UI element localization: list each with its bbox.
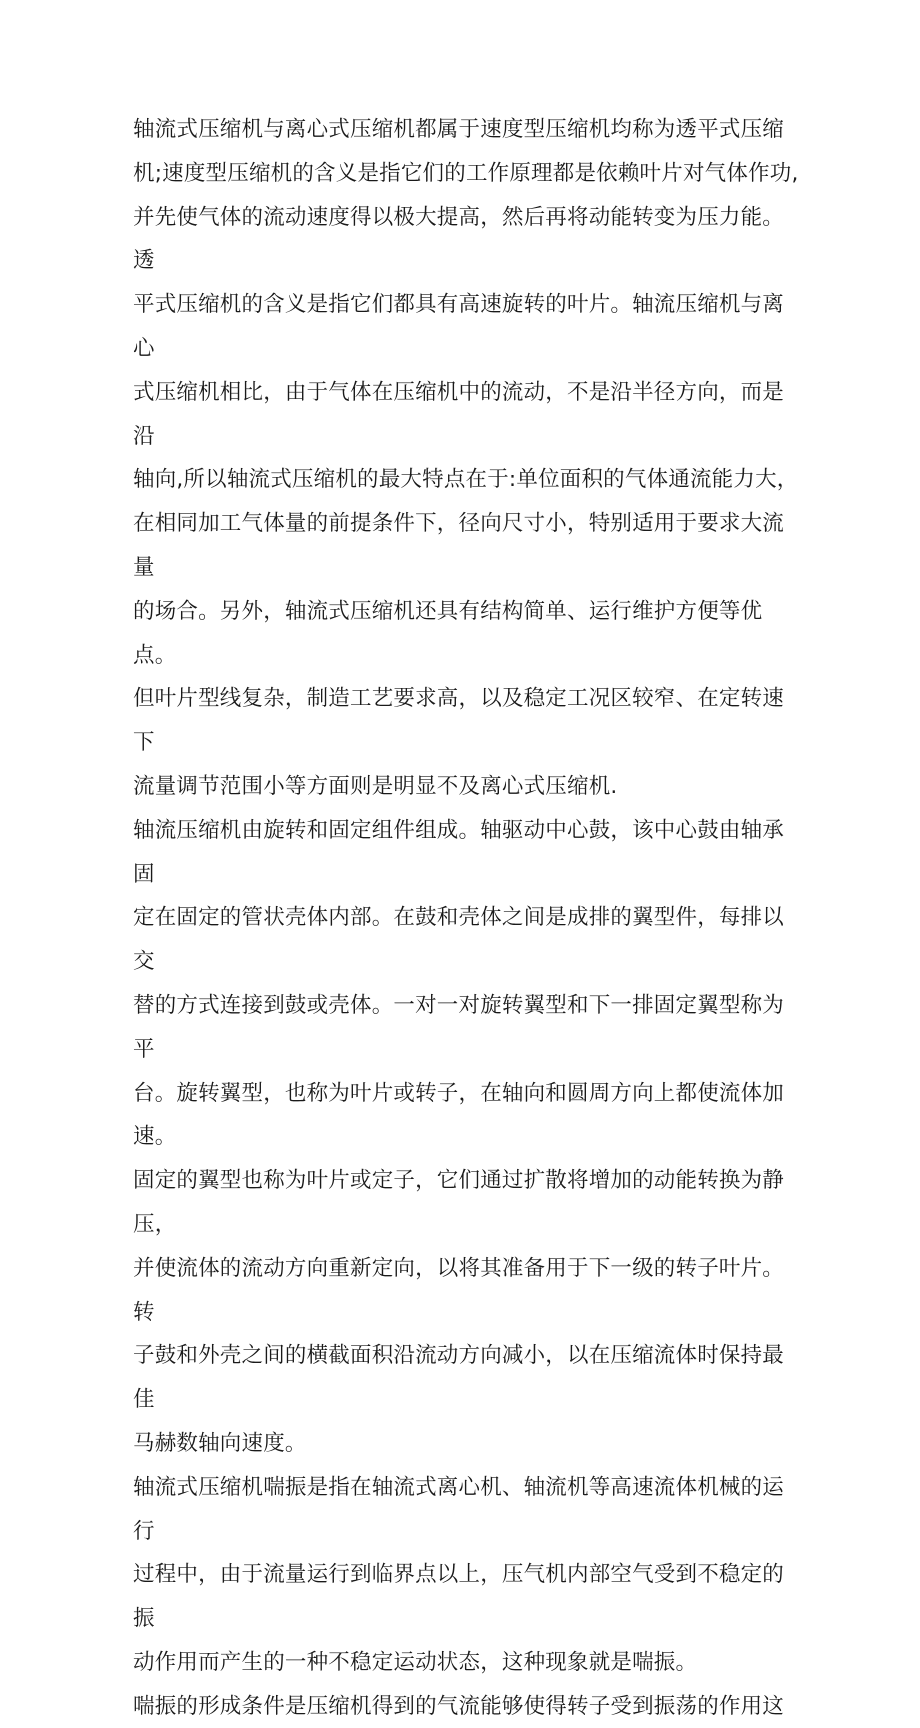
paragraph-axial-vs-centrifugal: 轴流式压缩机与离心式压缩机都属于速度型压缩机均称为透平式压缩 机;速度型压缩机的含义是指它们的工作原理都是依赖叶片对气体作功, 并先使气体的流动速度得以极大提高，然后再将动能转变为压力能。透 平式压缩机的含义是指它们都具有高速旋转的叶片。轴流压缩机与离心 式压缩机相比，由于气体在压缩机中的流动，不是沿半径方向，而是沿 轴向,所以轴流式压缩机的最大特点在于:单位面积的气体通流能力大， 在相同加工气体量的前提条件下，径向尺寸小，特别适用于要求大流量 的场合。另外，轴流式压缩机还具有结构简单、运行维护方便等优点。 但叶片型线复杂，制造工艺要求高，以及稳定工况区较窄、在定转速下 流量调节范围小等方面则是明显不及离心式压缩机. xyxy=(133,117,799,799)
paragraph-surge-conditions: 喘振的形成条件是压缩机得到的气流能够使得转子受到振荡的作用这 xyxy=(133,1693,785,1719)
paragraph-surge-definition: 轴流式压缩机喘振是指在轴流式离心机、轴流机等高速流体机械的运行 过程中，由于流量运行到临界点以上，压气机内部空气受到不稳定的振 动作用而产生的一种不稳定运动状态，这种现象就是喘振。 xyxy=(133,1474,785,1675)
document-body xyxy=(133,108,801,1728)
paragraph-axial-construction: 轴流压缩机由旋转和固定组件组成。轴驱动中心鼓，该中心鼓由轴承固 定在固定的管状壳体内部。在鼓和壳体之间是成排的翼型件，每排以交 替的方式连接到鼓或壳体。一对一对旋转翼型和下一排固定翼型称为平 台。旋转翼型，也称为叶片或转子，在轴向和圆周方向上都使流体加速。 固定的翼型也称为叶片或定子，它们通过扩散将增加的动能转换为静压， 并使流体的流动方向重新定向，以将其准备用于下一级的转子叶片。转 子鼓和外壳之间的横截面积沿流动方向减小，以在压缩流体时保持最佳 马赫数轴向速度。 xyxy=(133,817,785,1456)
